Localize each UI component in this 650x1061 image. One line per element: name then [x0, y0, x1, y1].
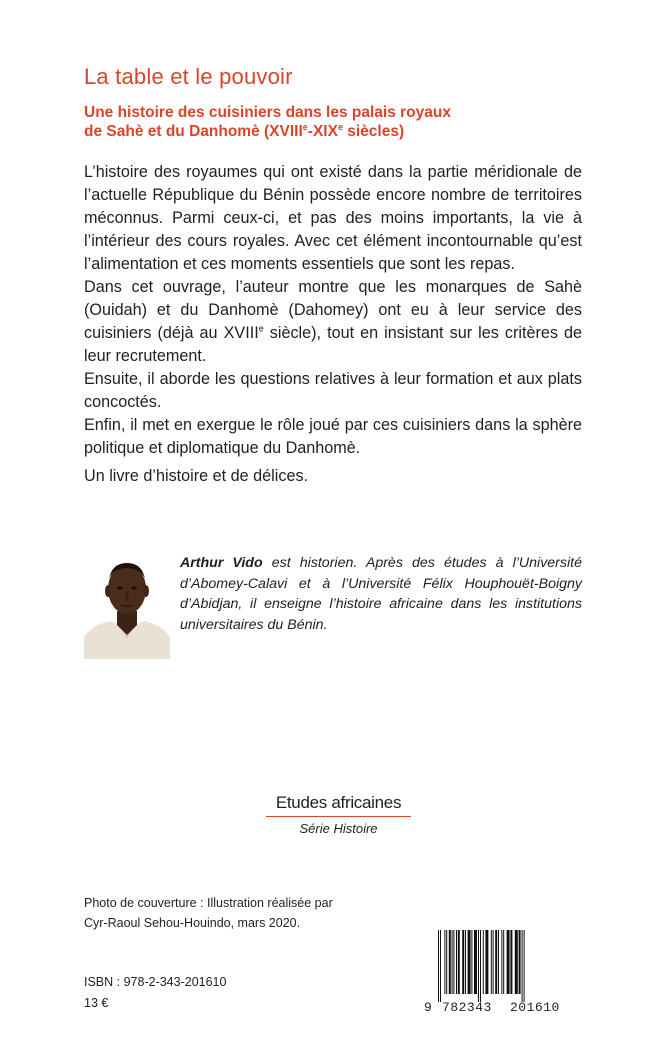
photo-credit-line-2: Cyr-Raoul Sehou-Houindo, mars 2020. [84, 916, 301, 930]
barcode-bar [503, 930, 504, 994]
barcode-lead-digit: 9 [424, 1000, 432, 1015]
barcode-bar [507, 930, 510, 994]
barcode-bar [462, 930, 464, 994]
barcode-bar [495, 930, 497, 994]
barcode-bar [498, 930, 499, 994]
barcode-bar [510, 930, 512, 994]
subtitle-text-b: -XIX [307, 123, 338, 140]
barcode-bar [491, 930, 492, 994]
collection-name: Etudes africaines [275, 793, 402, 812]
barcode [424, 930, 576, 1020]
photo-credit [84, 893, 384, 933]
barcode-bars [438, 930, 576, 1002]
subtitle-superscript-1: e [302, 121, 308, 132]
photo-credit-line-1: Photo de couverture : Illustration réalisée par [84, 896, 333, 910]
blurb-p2-superscript: e [258, 323, 264, 334]
barcode-bar [438, 930, 439, 1002]
barcode-bar [485, 930, 488, 994]
isbn: ISBN : 978-2-343-201610 [84, 975, 227, 989]
price: 13 € [84, 996, 109, 1010]
author-name: Arthur Vido [180, 555, 263, 571]
collection-logo [266, 793, 411, 836]
subtitle-text-c: siècles) [342, 123, 405, 140]
barcode-right-digits: 201610 [510, 1000, 560, 1015]
barcode-bar [471, 930, 472, 994]
author-portrait-illustration [84, 553, 170, 659]
barcode-bar [515, 930, 518, 994]
blurb-paragraph-4: Enfin, il met en exergue le rôle joué par ces cuisiniers dans la sphère politique et diplomatique du Danhomè. [84, 416, 582, 457]
barcode-bar [453, 930, 454, 994]
subtitle-line-2 [84, 122, 554, 141]
barcode-bar [524, 930, 525, 1002]
barcode-bar [474, 930, 477, 994]
book-title: La table et le pouvoir [84, 64, 293, 89]
blurb [84, 161, 582, 460]
barcode-bar [465, 930, 466, 994]
blurb-paragraph-3: Ensuite, il aborde les questions relatives à leur formation et aux plats concoctés. [84, 370, 582, 411]
barcode-left-digits: 782343 [442, 1000, 492, 1015]
subtitle-superscript-2: e [337, 121, 343, 132]
barcode-bar [483, 930, 484, 994]
author-photo [84, 553, 170, 659]
subtitle-line-1: Une histoire des cuisiniers dans les palais royaux [84, 104, 451, 121]
author-bio [180, 553, 582, 635]
barcode-bar [458, 930, 460, 994]
blurb-paragraph-2 [84, 276, 582, 368]
barcode-bar [478, 930, 479, 1002]
collection-divider [266, 816, 411, 817]
blurb-p2-text-b: siècle), tout en insistant sur les critères de leur recrutement. [84, 324, 582, 365]
barcode-bar [519, 930, 521, 994]
barcode-bar [449, 930, 451, 994]
barcode-bar [468, 930, 471, 994]
barcode-bar [493, 930, 494, 994]
barcode-bar [440, 930, 441, 1002]
barcode-bar [444, 930, 445, 994]
barcode-bar [501, 930, 502, 994]
blurb-p2-text-a: Dans cet ouvrage, l’auteur montre que les monarques de Sahè (Ouidah) et du Danhomè (Dahomey) ont eu à leur service des cuisiniers (déjà au XVIII [84, 278, 582, 342]
book-subtitle [84, 103, 554, 141]
barcode-bar [452, 930, 453, 994]
author-bio-text: est historien. Après des études à l’Université d’Abomey-Calavi et à l’Université Félix Houphouët-Boigny d’Abidjan, il enseigne l’histoire africaine dans les institutions universitaires du Bénin. [180, 555, 582, 633]
barcode-bar [456, 930, 457, 994]
barcode-bar [446, 930, 447, 994]
collection-series: Série Histoire [299, 821, 378, 836]
barcode-bar [480, 930, 481, 1002]
blurb-paragraph-1: L’histoire des royaumes qui ont existé dans la partie méridionale de l’actuelle République du Bénin possède encore nombre de territoires méconnus. Parmi ceux-ci, et pas des moins importants, la vie à l’intérieur des cours royales. Avec cet élément incontournable qu’est l’alimentation et ces moments essentiels que sont les repas. [84, 163, 582, 273]
barcode-bar [522, 930, 523, 1002]
tagline: Un livre d’histoire et de délices. [84, 467, 309, 485]
subtitle-text-a: de Sahè et du Danhomè (XVIII [84, 123, 303, 140]
